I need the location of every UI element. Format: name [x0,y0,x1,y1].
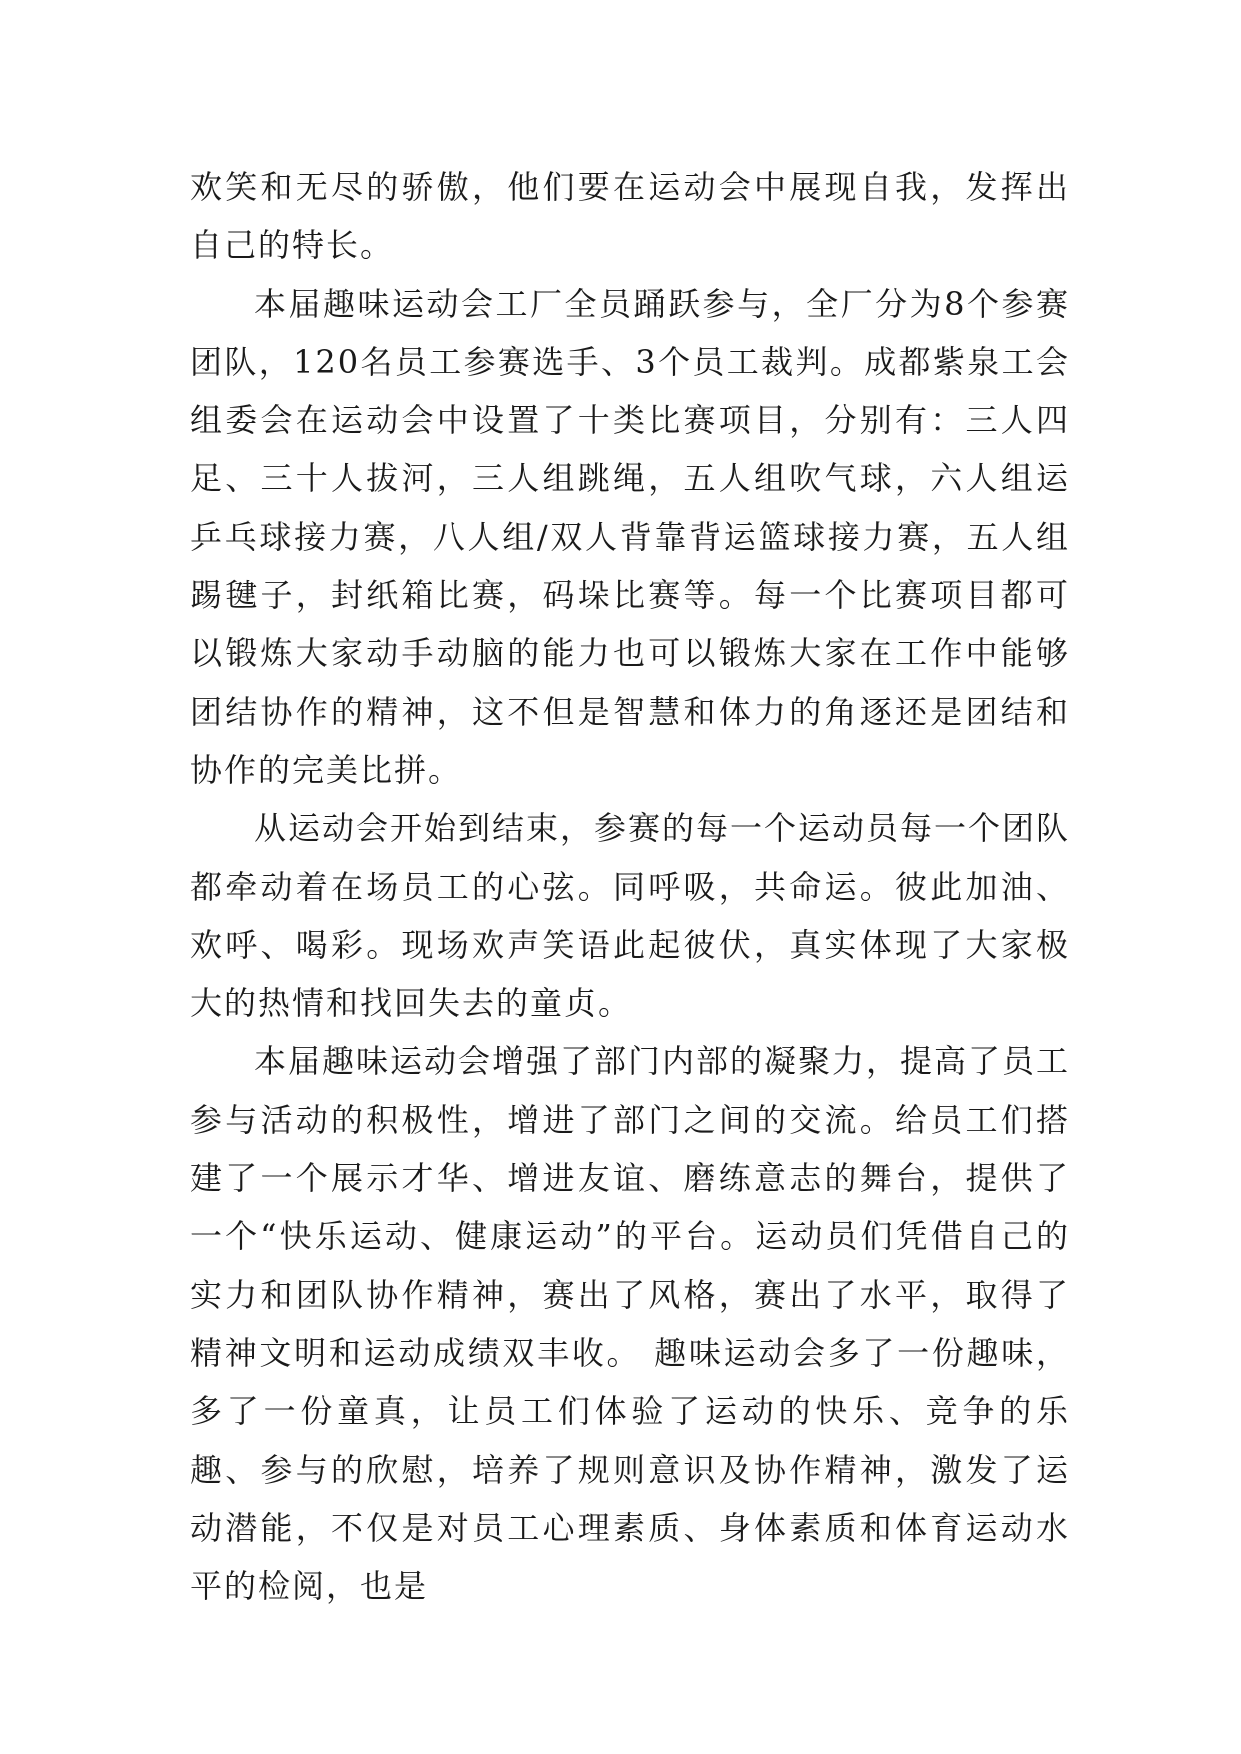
paragraph-continuation: 欢笑和无尽的骄傲，他们要在运动会中展现自我，发挥出自己的特长。 [190,168,1070,265]
paragraph-atmosphere: 从运动会开始到结束，参赛的每一个运动员每一个团队都牵动着在场员工的心弦。同呼吸，共命运。彼此加油、欢呼、喝彩。现场欢声笑语此起彼伏，真实体现了大家极大的热情和找回失去的童贞。 [190,809,1071,1023]
paragraph-participation: 本届趣味运动会工厂全员踊跃参与，全厂分为8个参赛团队，120名员工参赛选手、3个员工裁判。成都紫泉工会组委会在运动会中设置了十类比赛项目，分别有：三人四足、三十人拔河，三人组跳绳，五人组吹气球，六人组运乒乓球接力赛，八人组/双人背靠背运篮球接力赛，五人组踢毽子，封纸箱比赛，码垛比赛等。每一个比赛项目都可以锻炼大家动手动脑的能力也可以锻炼大家在工作中能够团结协作的精神，这不但是智慧和体力的角逐还是团结和协作的完美比拼。 [190,284,1070,789]
document-body [190,158,1070,1615]
paragraph-significance: 本届趣味运动会增强了部门内部的凝聚力，提高了员工参与活动的积极性，增进了部门之间的交流。给员工们搭建了一个展示才华、增进友谊、磨练意志的舞台，提供了一个“快乐运动、健康运动”的平台。运动员们凭借自己的实力和团队协作精神，赛出了风格，赛出了水平，取得了精神文明和运动成绩双丰收。 趣味运动会多了一份趣味，多了一份童真，让员工们体验了运动的快乐、竞争的乐趣、参与的欣慰，培养了规则意识及协作精神，激发了运动潜能，不仅是对员工心理素质、身体素质和体育运动水平的检阅，也是 [190,1042,1071,1606]
